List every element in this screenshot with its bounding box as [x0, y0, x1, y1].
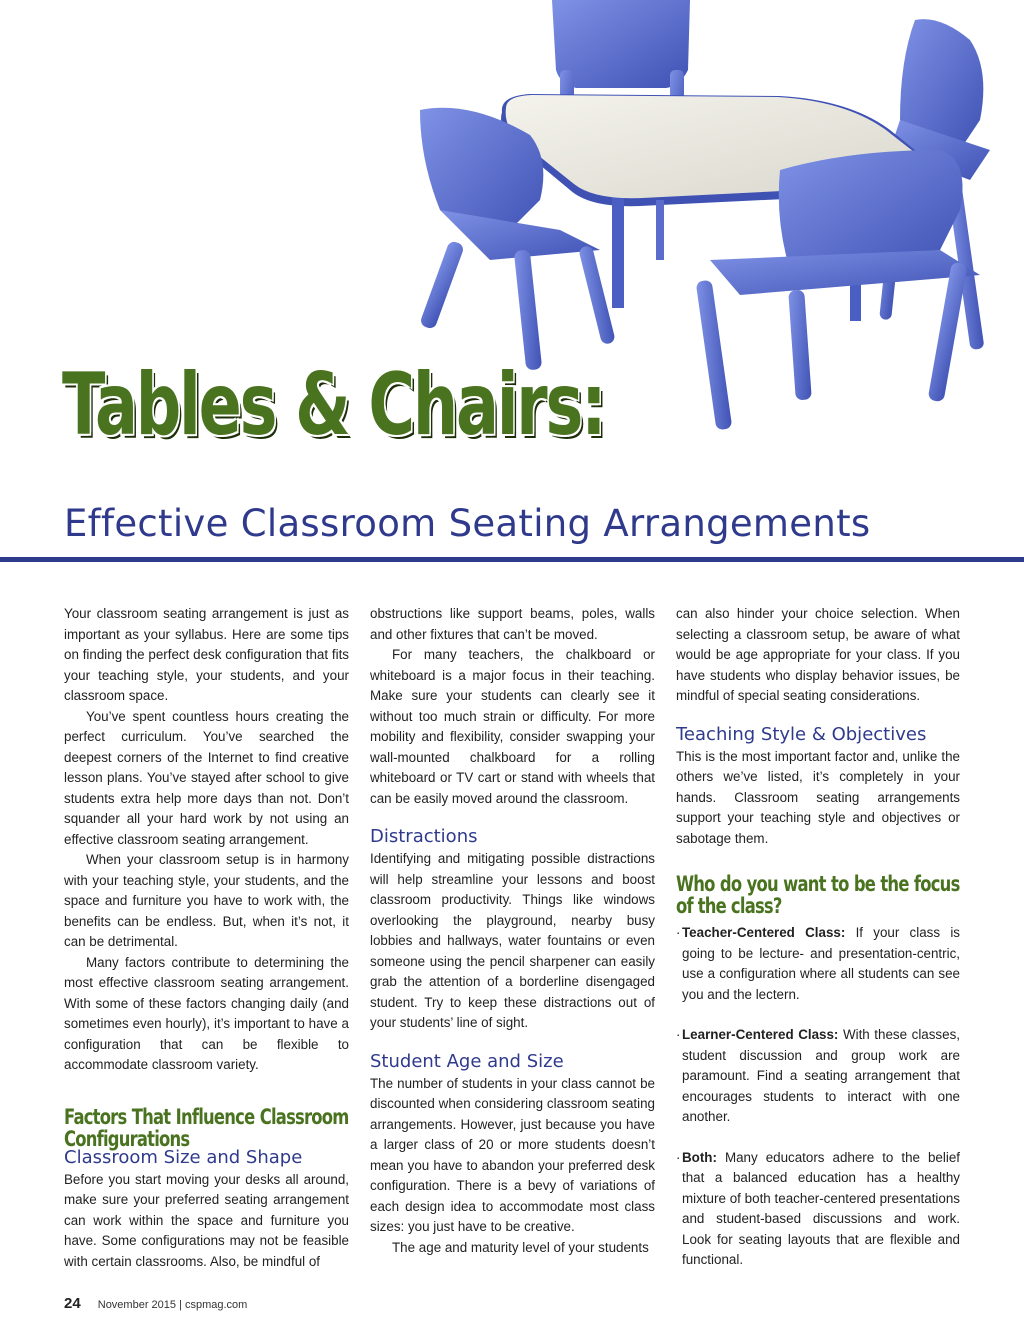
paragraph: The age and maturity level of your students	[392, 1239, 649, 1255]
paragraph: When your classroom setup is in harmony with your teaching style, your students, and the space and furniture you have to work with, the benefits can be endless. But, when it’s not, it can be detrimental.	[64, 852, 349, 949]
paragraph: can also hinder your choice selection. When selecting a classroom setup, be aware of what would be age appropriate for your class. If you have students who display behavior issues, be mindful of special seating considerations.	[676, 606, 960, 703]
paragraph: Before you start moving your desks all around, make sure your preferred seating arrangement can work within the space and furniture you have. Some configurations may not be feasible with certain classrooms. Also, be mindful of	[64, 1171, 349, 1269]
bullet-text: Many educators adhere to the belief that a balanced education has a healthy mixture of both teacher-centered presentations and student-based discussions and work. Look for seating layouts that are flexible and functional.	[682, 1149, 960, 1267]
section-heading: Factors That Influence Classroom Configurations	[64, 1104, 349, 1151]
list-item	[676, 1025, 960, 1128]
divider	[0, 557, 1024, 562]
page-footer	[64, 1295, 247, 1312]
bullet-icon: ·	[676, 925, 681, 940]
bullet-icon: ·	[676, 1149, 681, 1165]
page-title: Tables & Chairs:	[62, 355, 605, 455]
bullet-label: Both:	[682, 1149, 717, 1165]
subsection-heading: Classroom Size and Shape	[64, 1146, 303, 1168]
column-1	[64, 604, 349, 1272]
bullet-text: With these classes, student discussion and group work are paramount. Find a seating arrangement that encourages students to interact with one another.	[682, 1027, 960, 1124]
paragraph: The number of students in your class cannot be discounted when considering classroom seating arrangements. However, just because you have a larger class of 20 or more students doesn’t mean you have to abandon your preferred desk configuration. There is a bevy of variations of each design idea to accommodate most class sizes: you just have to be creative.	[370, 1075, 655, 1234]
page-subtitle: Effective Classroom Seating Arrangements	[64, 502, 871, 545]
paragraph: Identifying and mitigating possible distractions will help streamline your lessons and boost classroom productivity. Things like windows overlooking the playground, nearby busy lobbies and hallways, water fountains or even someone using the pencil sharpener can easily grab the attention of a borderline disengaged student. Try to keep these distractions out of your students’ line of sight.	[370, 851, 655, 1030]
paragraph: Your classroom seating arrangement is just as important as your syllabus. Here are some tips on finding the perfect desk configuration that fits your teaching style, your students, and your classroom space.	[64, 606, 349, 703]
column-3	[676, 604, 960, 1271]
list-item	[676, 923, 960, 1005]
paragraph: This is the most important factor and, unlike the others we’ve listed, it’s completely in your hands. Classroom seating arrangements support your teaching style and objectives or sabotage them.	[676, 748, 960, 846]
bullet-icon: ·	[676, 1027, 681, 1042]
footer-text: November 2015 | cspmag.com	[97, 1299, 248, 1311]
page-number: 24	[64, 1295, 81, 1312]
bullet-label: Learner-Centered Class:	[682, 1027, 839, 1042]
subsection-heading: Student Age and Size	[370, 1050, 564, 1072]
paragraph: You’ve spent countless hours creating the perfect curriculum. You’ve searched the deepest corners of the Internet to find creative lesson plans. You’ve stayed after school to give students extra help more days than not. Don’t squander all your hard work by not using an effective classroom seating arrangement.	[64, 708, 349, 847]
column-2	[370, 604, 655, 1258]
bullet-text: If your class is going to be lecture- and presentation-centric, use a configuration where all students can see you and the lectern.	[682, 925, 960, 1002]
bullet-label: Teacher-Centered Class:	[682, 925, 846, 940]
section-heading: Who do you want to be the focus of the class?	[676, 872, 960, 918]
list-item	[676, 1148, 960, 1271]
paragraph: obstructions like support beams, poles, walls and other fixtures that can’t be moved.	[370, 606, 655, 642]
subsection-heading: Teaching Style & Objectives	[676, 723, 927, 745]
subsection-heading: Distractions	[370, 826, 478, 847]
paragraph: For many teachers, the chalkboard or whiteboard is a major focus in their teaching. Make sure your students can clearly see it without too much strain or difficulty. For more mobility and flexibility, consider swapping your wall-mounted chalkboard for a rolling whiteboard or TV cart or stand with wheels that can be easily moved around the classroom.	[370, 647, 655, 806]
paragraph: Many factors contribute to determining the most effective classroom seating arrangement. With some of these factors changing daily (and sometimes even hourly), it’s important to have a configuration that can be flexible to accommodate classroom variety.	[64, 954, 349, 1072]
